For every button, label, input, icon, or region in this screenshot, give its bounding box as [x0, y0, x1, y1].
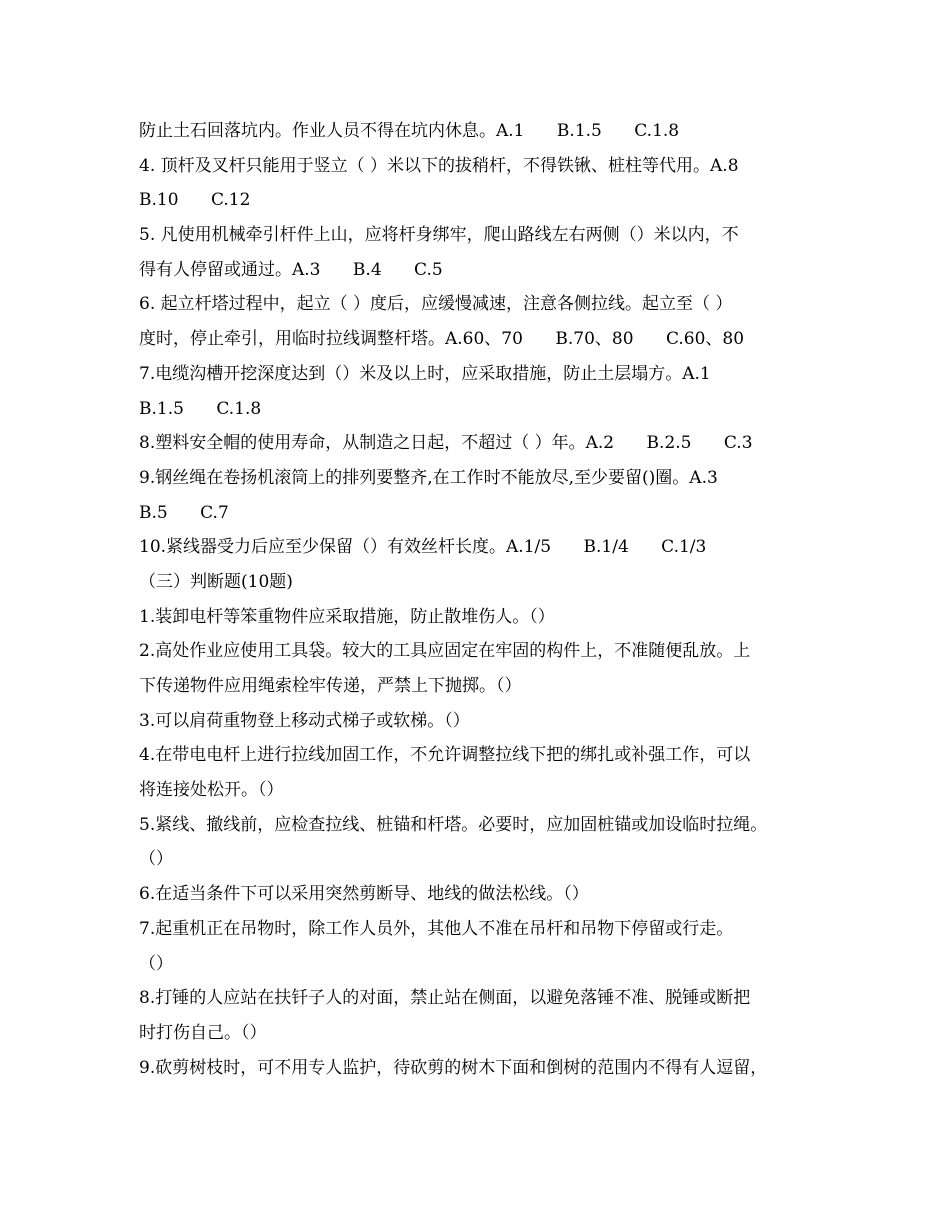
text-line: 下传递物件应用绳索栓牢传递，严禁上下抛掷。（）: [139, 676, 522, 696]
text-line: 将连接处松开。（）: [139, 780, 284, 801]
text-line: 9.钢丝绳在卷扬机滚筒上的排列要整齐,在工作时不能放尽,至少要留()圈。A.3: [139, 467, 718, 488]
text-line: 8.打锤的人应站在扶钎子人的对面，禁止站在侧面，以避免落锤不准、脱锤或断把: [139, 988, 751, 1009]
text-line: 度时，停止牵引，用临时拉线调整杆塔。A.60、70 B.70、80 C.60、80: [139, 329, 745, 350]
text-line: 3.可以肩荷重物登上移动式梯子或软梯。（）: [139, 710, 470, 731]
text-line: 8.塑料安全帽的使用寿命，从制造之日起，不超过（ ）年。A.2 B.2.5 C.3: [139, 433, 753, 454]
text-line: 7.起重机正在吊物时，除工作人员外，其他人不准在吊杆和吊物下停留或行走。: [139, 918, 734, 939]
text-line: B.1.5 C.1.8: [139, 398, 262, 419]
text-line: 4. 顶杆及叉杆只能用于竖立（ ）米以下的拔稍杆，不得铁锹、桩柱等代用。A.8: [139, 155, 739, 176]
text-line: 5.紧线、撤线前，应检查拉线、桩锚和杆塔。必要时，应加固桩锚或加设临时拉绳。: [139, 814, 768, 835]
text-line: 9.砍剪树枝时，可不用专人监护，待砍剪的树木下面和倒树的范围内不得有人逗留，: [139, 1057, 768, 1078]
text-line: 7.电缆沟槽开挖深度达到（）米及以上时，应采取措施，防止土层塌方。A.1: [139, 363, 711, 384]
text-line: 6.在适当条件下可以采用突然剪断导、地线的做法松线。（）: [139, 884, 589, 905]
text-line: 防止土石回落坑内。作业人员不得在坑内休息。A.1 B.1.5 C.1.8: [139, 121, 680, 141]
text-line: 时打伤自己。（）: [139, 1022, 267, 1043]
question-text-body: [139, 116, 829, 1087]
text-line: B.10 C.12: [139, 190, 251, 211]
text-line: 得有人停留或通过。A.3 B.4 C.5: [139, 259, 443, 280]
section-heading: （三）判断题(10题): [139, 571, 293, 592]
text-line: （）: [139, 849, 173, 870]
text-line: 6. 起立杆塔过程中，起立（ ）度后，应缓慢减速，注意各侧拉线。起立至（ ）: [139, 294, 733, 315]
text-line: B.5 C.7: [139, 502, 229, 523]
text-line: 1.装卸电杆等笨重物件应采取措施，防止散堆伤人。（）: [139, 606, 555, 627]
text-line: 2.高处作业应使用工具袋。较大的工具应固定在牢固的构件上，不准随便乱放。上: [139, 641, 751, 662]
text-line: 5. 凡使用机械牵引杆件上山，应将杆身绑牢，爬山路线左右两侧（）米以内，不: [139, 225, 739, 246]
text-line: 4.在带电电杆上进行拉线加固工作，不允许调整拉线下把的绑扎或补强工作，可以: [139, 745, 751, 766]
text-line: 10.紧线器受力后应至少保留（）有效丝杆长度。A.1/5 B.1/4 C.1/3: [139, 537, 707, 558]
text-line: （）: [139, 953, 173, 974]
